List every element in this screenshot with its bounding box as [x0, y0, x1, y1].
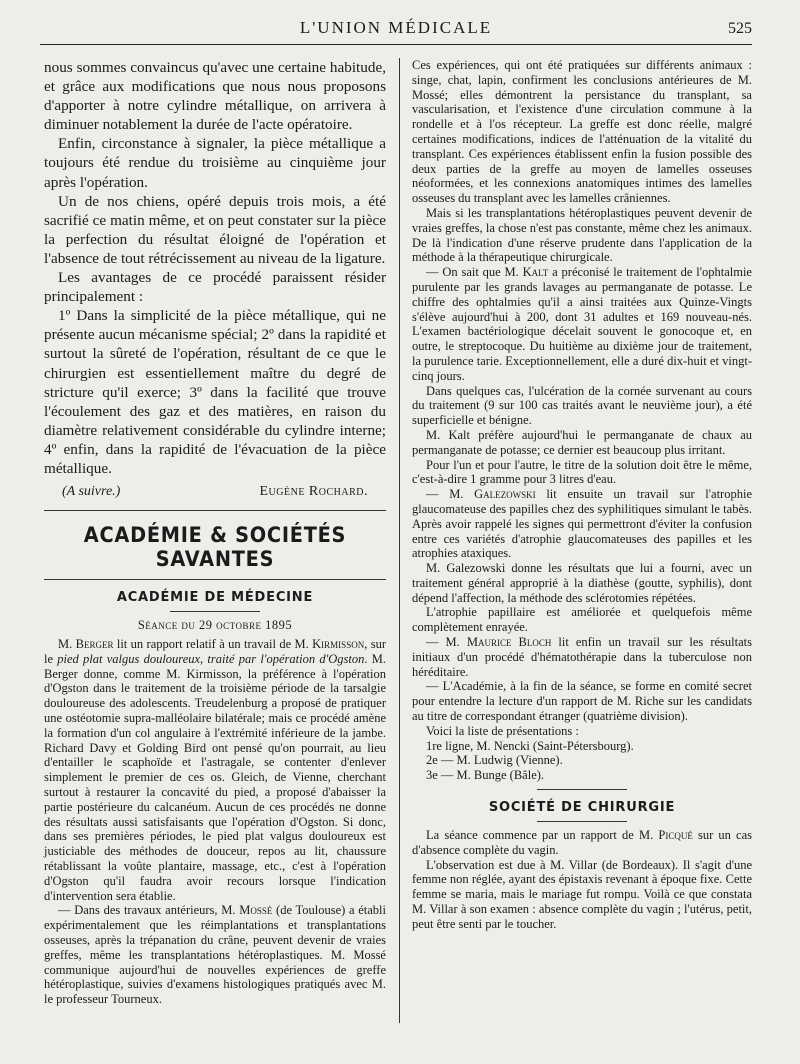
page-header — [40, 14, 752, 44]
header-rule — [40, 44, 752, 45]
article-continuation — [44, 58, 386, 478]
to-be-continued: (A suivre.) — [62, 484, 121, 500]
person-name: Maurice Bloch — [466, 635, 552, 650]
person-name: Mossé — [239, 903, 273, 918]
list-item: 1re ligne, M. Nencki (Saint-Pétersbourg). — [426, 738, 634, 753]
paragraph: M. Galezowski donne les résultats que lui a fourni, avec un traitement général approprié à la diathèse (goutte, syphilis), dont dépend l'affection, la méthode des sclérotomies répétées. — [412, 561, 752, 605]
paragraph: M. Kalt préfère aujourd'hui le permanganate de chaux au permanganate de potasse; ce dernier est beaucoup plus irritant. — [412, 427, 752, 457]
candidate-list — [412, 739, 752, 783]
short-rule — [537, 821, 627, 822]
section-title: ACADÉMIE & SOCIÉTÉS SAVANTES — [83, 523, 347, 572]
paragraph — [44, 637, 386, 903]
person-name: Galezowski — [474, 487, 536, 502]
paragraph: Enfin, circonstance à signaler, la pièce métallique a toujours été rendue du troisième au cinquième jour après l'opération. — [44, 135, 386, 191]
list-item: 2e — M. Ludwig (Vienne). — [426, 753, 563, 768]
text: lit un rapport relatif à un travail de M. — [113, 637, 313, 652]
paragraph: Pour l'un et pour l'autre, le titre de la solution doit être le même, c'est-à-dire 1 gramme pour 3 litres d'eau. — [412, 457, 752, 487]
journal-title: L'UNION MÉDICALE — [299, 18, 493, 37]
paragraph: L'atrophie papillaire est améliorée et quelquefois même complètement enrayée. — [412, 605, 752, 635]
paragraph: Dans quelques cas, l'ulcération de la cornée survenant au cours du traitement (9 sur 100 cas traités avant le neuvième jour), a été superficielle et bénigne. — [412, 383, 752, 428]
paragraph: 1º Dans la simplicité de la pièce métallique, qui ne présente aucun mécanisme spécial; 2º dans la rapidité et surtout la sûreté de l'opération, résultant de ce que le chirurgien est essentiellement maître du degré de stricture qu'il exerce; 3º dans la facilité que trouve l'écoulement des gaz et des matières, en raison du diamètre relativement considérable du cylindre interne; 4º enfin, dans la rapidité de l'évacuation de la pièce métallique. — [44, 307, 386, 477]
section-rule — [44, 510, 386, 511]
text: lit ensuite un travail sur l'atrophie glaucomateuse des papilles chez des syphilitiques simulant le tabès. Après avoir rappelé les signes qui permettront d'éviter la confusion entre ces variétés d'atrophie glaucomateuses des papilles et les atrophies ataxiques. — [412, 487, 752, 561]
text: (de Toulouse) a établi expérimentalement que les réimplantations et transplantations osseuses, après la trépanation du crâne, peuvent devenir de vraies greffes, même les transplantations hétéroplastiques. M. Mossé communique aujourd'hui de nouvelles expériences de greffe hétéroplastique, suivies d'examens histologiques pratiqués avec M. le professeur Tourneux. — [44, 903, 386, 1007]
text: M. — [58, 637, 76, 652]
text: — M. — [426, 487, 475, 502]
paragraph: Ces expériences, qui ont été pratiquées sur différents animaux : singe, chat, lapin, confirment les conclusions antérieures de M. Mossé; elles démontrent la persistance du transplant, sa vascularisation, et l'existence d'une circulation commune à la rondelle et à l'os récepteur. La greffe est donc réelle, malgré certaines modifications, indices de l'atténuation de la vitalité du transplant. Ces expériences établissent enfin la fusion possible des deux parties de la greffe au moyen de lamelles osseuses néoformées, et les connexions anatomiques intimes des lamelles osseuses du transplant avec les lamelles crâniennes. — [412, 58, 752, 206]
column-divider — [399, 58, 400, 1023]
paragraph: Un de nos chiens, opéré depuis trois mois, a été sacrifié ce matin même, et on peut constater sur la pièce la perfection du résultat éloigné de l'opération et l'absence de tout rétrécissement au niveau de la ligature. — [44, 192, 386, 267]
text: . M. Berger donne, comme M. Kirmisson, la préférence à l'opération d'Ogston dans le traitement de la troisième période de la tarsalgie douloureuse des adolescents. Treudelenburg a proposé de pratiquer une ostéotomie supra-malléolaire bilatérale; mais ce procédé amène la formation d'un col angulaire à l'extrémité inférieure de la jambe. Richard Davy et Golding Bird ont pensé qu'on pourrait, au lieu d'entailler le scaphoïde et l'astragale, se contenter d'enlever simplement le premier de ces os. Gleich, de Vienne, cherchant surtout à restaurer la concavité du pied, a proposé d'abaisser la partie postérieure du calcanéum. Aucun de ces procédés ne donne des résultats aussi satisfaisants que l'opération d'Ogston. Si donc, dans ses premières périodes, le pied plat valgus douloureux est justiciable des méthodes de douceur, repos au lit, chaussure rétablissant la voûte plantaire, massage, etc., c'est à l'opération d'Ogston qu'il faudra avoir recours lorsque l'indication d'intervention sera établie. — [44, 651, 386, 903]
paragraph — [412, 487, 752, 561]
left-column — [44, 58, 386, 1007]
text: , sur le — [44, 637, 386, 666]
text: La séance commence par un rapport de M. — [426, 828, 659, 843]
text: lit enfin un travail sur les résultats initiaux d'un procédé d'hématothérapie dans la tuberculose non héréditaire. — [412, 635, 752, 679]
person-name: Kalt — [522, 265, 549, 280]
author-name: Eugène Rochard. — [259, 484, 368, 500]
paragraph: nous sommes convaincus qu'avec une certaine habitude, et grâce aux modifications que nous nous proposons d'apporter à notre cylindre métallique, on arrivera à diminuer notablement la durée de l'acte opératoire. — [44, 59, 386, 134]
text: — Dans des travaux antérieurs, M. — [58, 903, 240, 918]
page-number: 525 — [728, 20, 752, 37]
paragraph: Mais si les transplantations hétéroplastiques peuvent devenir de vraies greffes, la chose n'est pas constante, même chez les animaux. De là l'indication d'une réserve prudente dans l'application de la méthode à la thérapeutique chirurgicale. — [412, 205, 752, 265]
text: sur un cas d'absence complète du vagin. — [412, 828, 752, 857]
paragraph — [412, 828, 752, 858]
text: — On sait que M. — [426, 265, 523, 280]
italic-title: pied plat valgus douloureux, traité par l'opération d'Ogston — [57, 651, 365, 666]
paragraph: Les avantages de ce procédé paraissent résider principalement : — [44, 269, 386, 306]
short-rule — [537, 789, 627, 790]
subsection-title: ACADÉMIE DE MÉDECINE — [116, 590, 314, 606]
paragraph — [412, 635, 752, 679]
right-column — [412, 58, 752, 932]
paragraph: L'observation est due à M. Villar (de Bordeaux). Il s'agit d'une femme non réglée, ayant des épistaxis revenant à époque fixe. Cette femme se maria, mais le mariage fut rompu. Voilà ce que constata M. Villar à son examen : absence complète du vagin ; l'utérus, petit, peut être senti par le toucher. — [412, 857, 752, 931]
person-name: Picqué — [658, 828, 693, 843]
text: a préconisé le traitement de l'ophtalmie purulente par les grands lavages au permanganate de potasse. Le chiffre des ophtalmies qu'il a ainsi traitées aux Quinze-Vingts s'élève aujourd'hui à 200, dont 31 adultes et 169 nouveau-nés. L'examen bactériologique décelait souvent le gonocoque et, en outre, le streptocoque. Du huitième au dixième jour de traitement, la purulence tarie. Exceptionnellement, elle a duré dix-huit et vingt-cinq jours. — [412, 265, 752, 383]
person-name: Kirmisson — [312, 637, 365, 652]
academy-report — [44, 637, 386, 1007]
paragraph — [412, 265, 752, 383]
society-title: SOCIÉTÉ DE CHIRURGIE — [488, 800, 676, 816]
signature-line — [44, 478, 386, 500]
list-item: 3e — M. Bunge (Bâle). — [426, 768, 545, 783]
short-rule — [170, 611, 260, 612]
paragraph — [44, 903, 386, 1007]
paragraph: — L'Académie, à la fin de la séance, se forme en comité secret pour entendre la lecture d'un rapport de M. Riche sur les candidats au titre de correspondant étranger (quatrième division). — [412, 679, 752, 724]
paragraph: Voici la liste de présentations : — [426, 723, 579, 738]
person-name: Berger — [75, 637, 114, 652]
session-date: Séance du 29 octobre 1895 — [137, 618, 293, 633]
section-rule — [44, 579, 386, 580]
text: — M. — [426, 635, 467, 650]
